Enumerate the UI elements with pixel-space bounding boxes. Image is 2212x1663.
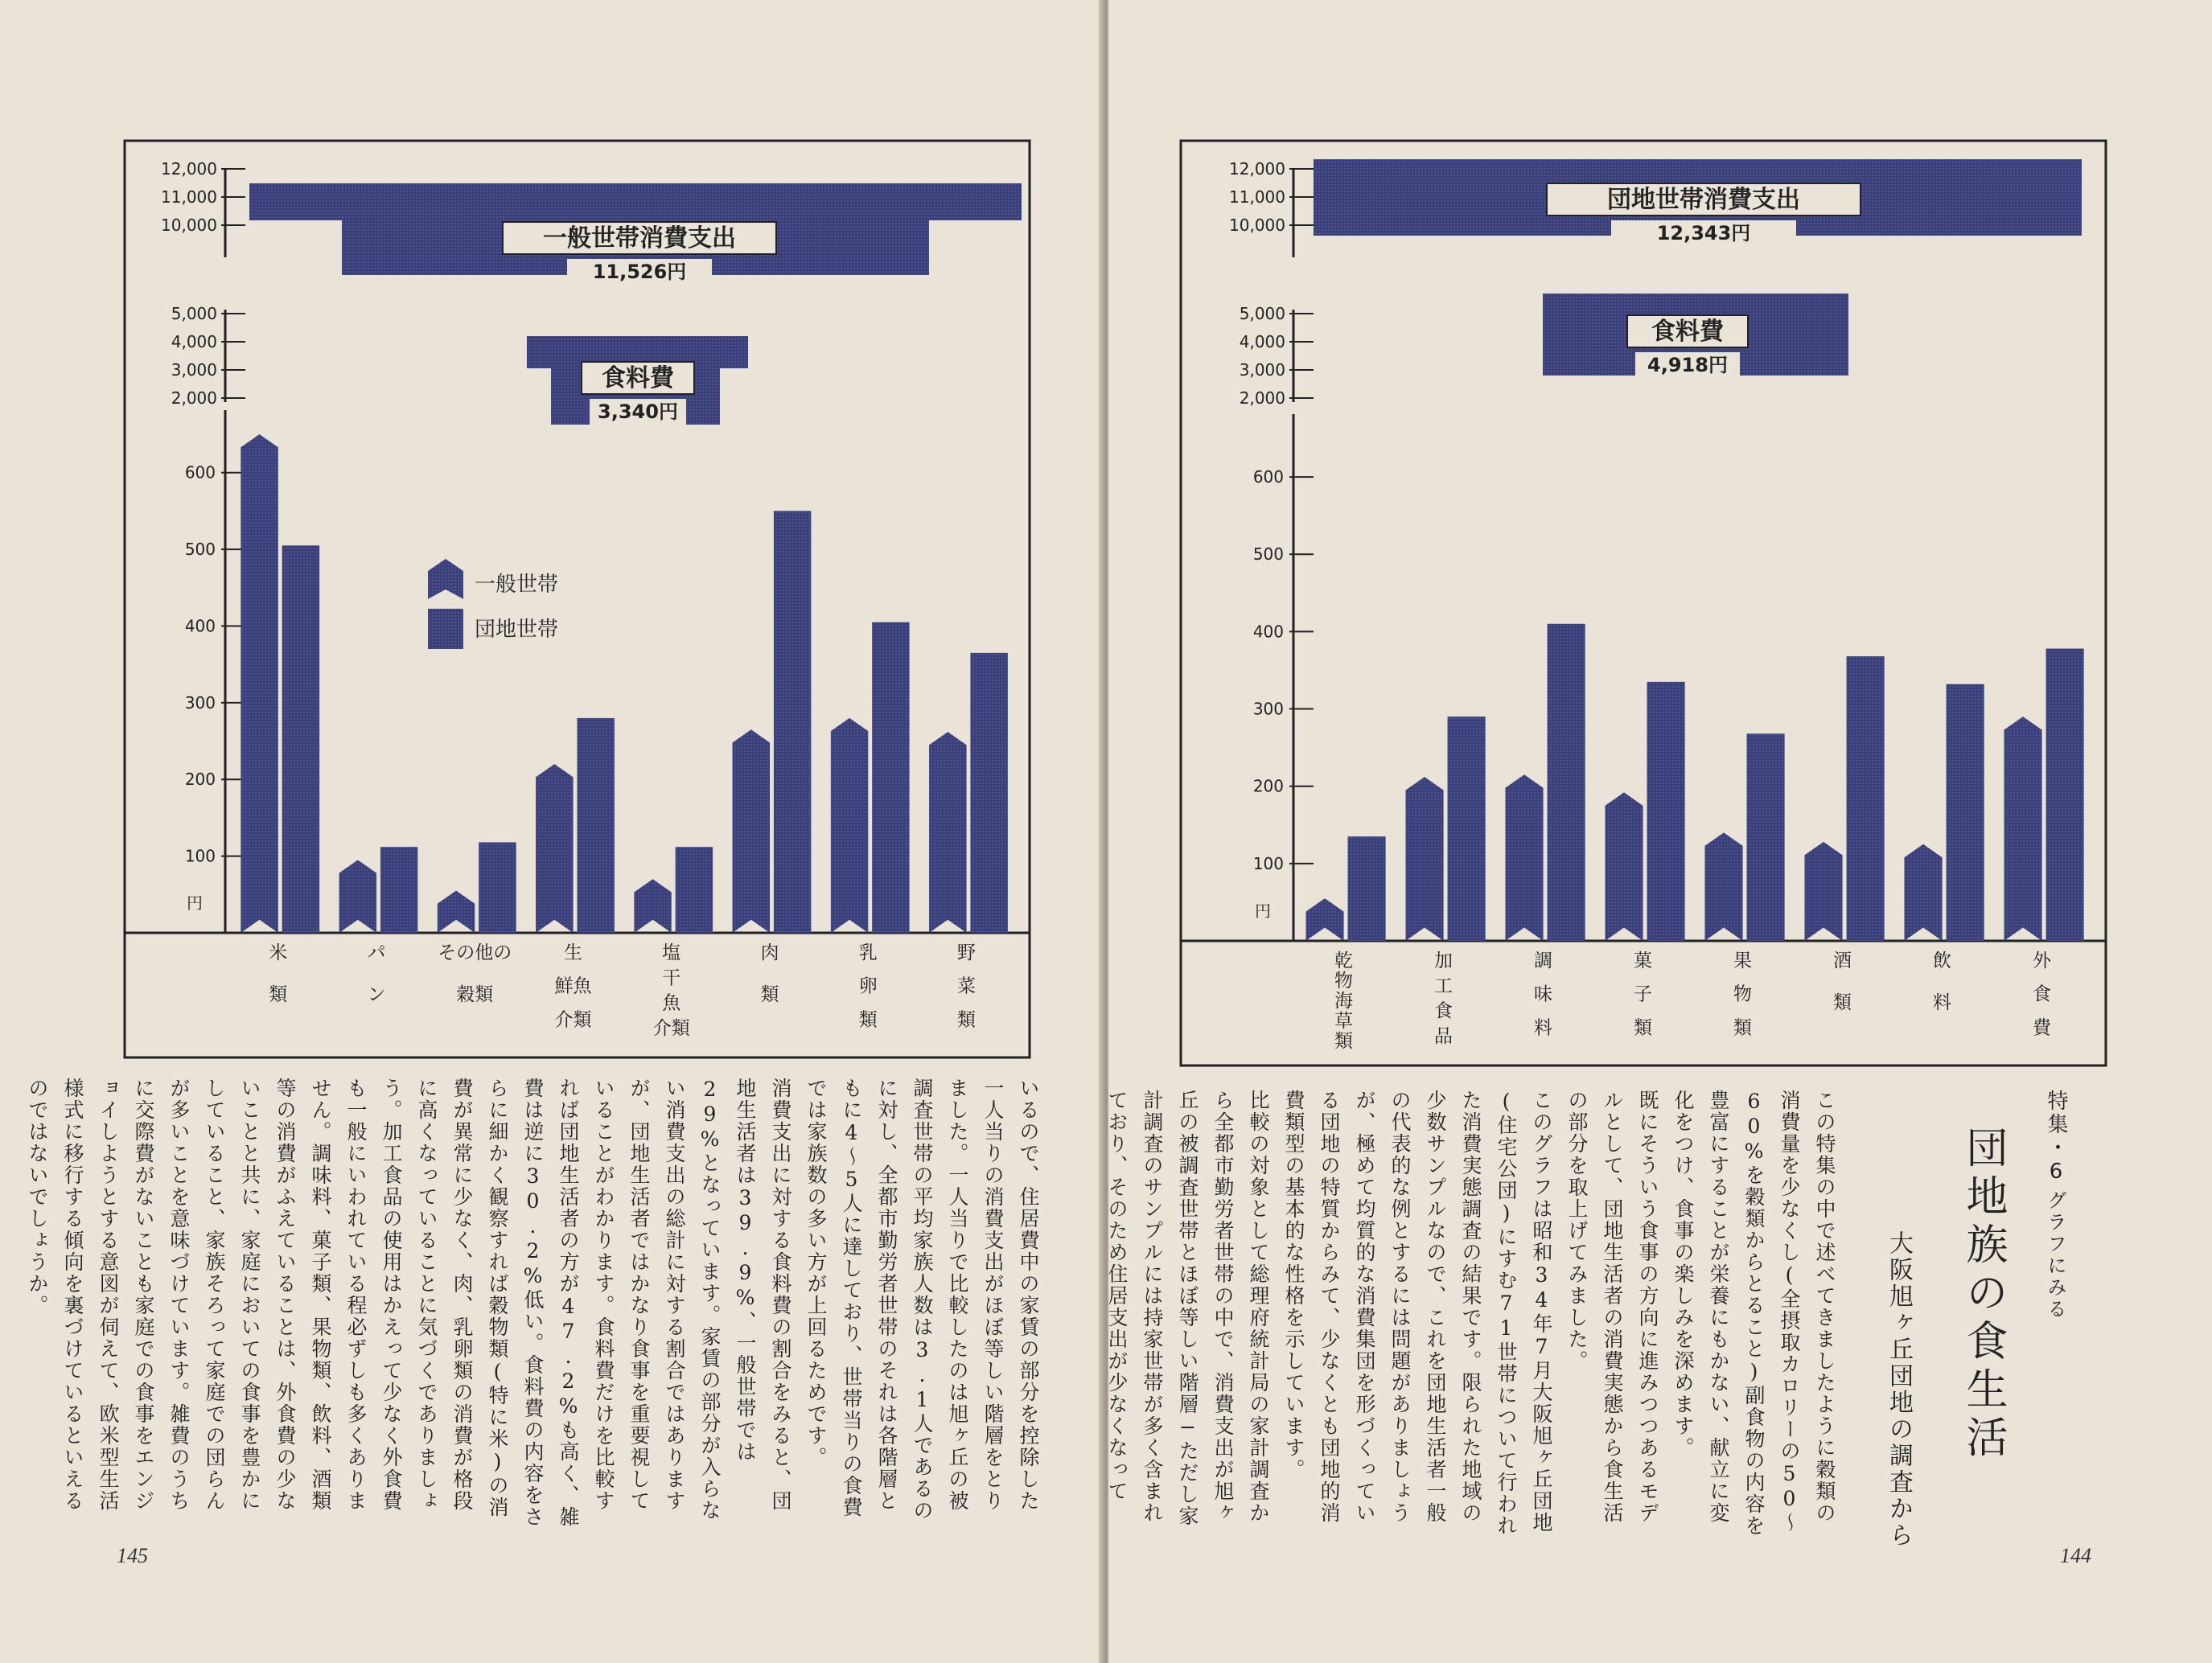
category-label: 塩: [662, 942, 681, 963]
category-label: 類: [760, 984, 779, 1005]
category-label: 介類: [554, 1009, 592, 1031]
lower-tick-label: 300: [184, 692, 216, 712]
upper-tick-label: 12,000: [1229, 159, 1285, 179]
bar-general: [1605, 792, 1643, 941]
lower-tick-label: 600: [1252, 467, 1284, 487]
bar-danchi: [1348, 836, 1386, 941]
upper-tick-label: 3,000: [171, 360, 217, 380]
category-label: 類: [957, 1009, 976, 1031]
category-label: 干: [662, 967, 681, 989]
category-label: 加: [1434, 951, 1453, 971]
category-label: 卵: [858, 975, 878, 997]
category-label: パ: [367, 942, 386, 963]
food-banner-title: 食料費: [602, 364, 674, 392]
bar-general: [1505, 774, 1543, 941]
bar-general: [634, 879, 671, 933]
chart-svg-0: [0, 0, 1104, 1078]
bar-general: [339, 860, 376, 933]
category-label: 果: [1733, 951, 1753, 971]
unit-label: 円: [187, 893, 203, 913]
category-label: 菓: [1634, 951, 1653, 971]
category-label: 米: [269, 942, 288, 963]
category-label: 類: [1334, 1031, 1354, 1052]
category-label: 調: [1534, 951, 1553, 971]
category-label: 類: [269, 984, 288, 1005]
title-subtitle: グラフにみる: [2044, 1190, 2066, 1320]
category-label: 味: [1534, 983, 1553, 1005]
bar-general: [1405, 777, 1443, 941]
category-label: 乾: [1334, 951, 1354, 971]
left-body-text: いるので、住居費中の家賃の部分を控除した一人当りの消費支出がほぼ等しい階層をとりました。一人当りで比較したのは旭ヶ丘の被調査世帯の平均家族人数は3.1人であるのに対し、全都市勤労者世帯のそれは各階層ともに4〜5人に達しており、世帯当りの食費では家族数の多い方が上回るためです。 消費支出に対する食料費の割合をみると、団地生活者は39.9%、一般世帯では29%となっています。家賃の部分が入らない消費支出の総計に対する割合ではありますが、団地生活者ではかなり食事を重要視していることがわかります。食料費だけを比較すれば団地生活者の方が47.2%も高く、雑費は逆に30.2%低い。食料費の内容をさらに細かく観察すれば穀物類(特に米)の消費が異常に少なく、肉、乳卵類の消費が格段に高くなっていることに気づくでありましょう。加工食品の使用はかえって少なく外食費も一般にいわれている程必ずしも多くありません。調味料、菓子類、果物類、飲料、酒類等の消費がふえていることは、外食費の少ないことと共に、家庭においての食事を豊かにしていること、家族そろって家庭での団らんが多いことを意味づけています。雑費のうちに交際費がないことも家庭での食事をエンジョイしようとする意図が伺えて、欧米型生活様式に移行する傾向を裏づけているといえるのではないでしょうか。: [26, 1078, 1040, 1528]
right-body-text: この特集の中で述べてきましたように穀類の消費量を少なくし(全摂取カロリーの50〜60%を穀類からとること)副食物の内容を豊富にすることが栄養にもかない、献立に変化をつけ、食事の楽しみを深めます。 既にそういう食事の方向に進みつつあるモデルとして、団地生活者の消費実態から食生活の部分を取上げてみました。 このグラフは昭和34年7月大阪旭ヶ丘団地(住宅公団)にすむ71世帯について行われた消費実態調査の結果です。限られた地域の少数サンプルなので、これを団地生活者一般の代表的な例とするには問題がありましょうが、極めて均質的な消費集団を形づくっている団地の特質からみて、少なくとも団地的消費類型の基本的な性格を示しています。 比較の対象として総理府統計局の家計調査から全都市勤労者世帯の中で、消費支出が旭ヶ丘の被調査世帯とほぼ等しい階層−ただし家計調査のサンプルには持家世帯が多く含まれており、そのため住居支出が少なくなって: [1105, 1090, 1836, 1537]
category-label: 介類: [652, 1017, 690, 1039]
upper-tick-label: 11,000: [161, 187, 217, 207]
bar-general: [831, 718, 868, 933]
bar-danchi: [872, 622, 909, 933]
legend-label-danchi: 団地世帯: [475, 618, 559, 642]
category-label: 鮮魚: [554, 975, 592, 997]
bar-danchi: [577, 718, 614, 933]
lower-tick-label: 400: [1252, 622, 1284, 642]
upper-tick-label: 3,000: [1239, 360, 1285, 380]
article-lead: 大阪旭ヶ丘団地の調査から: [1885, 1230, 1913, 1549]
category-label: 類: [858, 1009, 878, 1031]
lower-tick-label: 100: [1252, 853, 1284, 873]
category-label: 生: [564, 942, 583, 963]
category-label: ン: [367, 984, 386, 1005]
category-label: 物: [1733, 983, 1753, 1005]
bar-danchi: [1747, 733, 1785, 941]
category-label: 穀類: [456, 984, 494, 1005]
bar-general: [929, 732, 966, 933]
total-banner: [249, 183, 1022, 220]
food-banner-title: 食料費: [1651, 318, 1724, 346]
food-banner-value: 3,340円: [598, 400, 678, 423]
left-page: [0, 0, 1104, 1663]
right-page: [1105, 0, 2212, 1663]
bar-general: [1305, 898, 1343, 941]
category-label: 海: [1334, 991, 1354, 1012]
upper-tick-label: 12,000: [161, 159, 217, 179]
lower-tick-label: 500: [184, 540, 216, 560]
bar-general: [241, 434, 278, 933]
category-label: 飲: [1933, 951, 1952, 971]
bar-danchi: [2046, 649, 2084, 941]
category-label: 野: [957, 942, 976, 963]
lower-tick-label: 200: [184, 770, 216, 790]
category-label: 菜: [957, 975, 976, 997]
bar-danchi: [282, 545, 319, 933]
left-chart: [0, 0, 1104, 1078]
bar-danchi: [970, 653, 1007, 933]
left-page-number: 145: [117, 1544, 148, 1567]
upper-tick-label: 5,000: [1239, 304, 1285, 323]
category-label: 類: [1733, 1017, 1753, 1039]
legend-label-general: 一般世帯: [475, 573, 559, 597]
lower-tick-label: 500: [1252, 544, 1284, 565]
upper-tick-label: 10,000: [1229, 216, 1285, 235]
total-banner-title: 団地世帯消費支出: [1607, 186, 1800, 214]
bar-general: [438, 891, 475, 933]
category-label: 子: [1634, 983, 1653, 1005]
bar-general: [536, 764, 573, 933]
category-label: 肉: [760, 942, 779, 963]
category-label: 物: [1334, 971, 1354, 992]
category-label: 乳: [858, 942, 878, 963]
category-label: 酒: [1833, 951, 1852, 971]
category-label: 料: [1534, 1017, 1553, 1039]
food-banner-value: 4,918円: [1647, 354, 1728, 376]
series-tag: 特集・6: [2044, 1090, 2068, 1186]
legend-swatch-danchi: [428, 609, 463, 649]
bar-danchi: [479, 842, 516, 933]
category-label: その他の: [438, 942, 512, 963]
category-label: 食: [2033, 983, 2052, 1005]
upper-tick-label: 2,000: [1239, 388, 1285, 408]
upper-tick-label: 11,000: [1229, 187, 1285, 207]
category-label: 外: [2033, 951, 2052, 971]
total-banner-value: 11,526円: [592, 261, 687, 283]
upper-tick-label: 10,000: [161, 216, 217, 235]
category-label: 費: [2033, 1017, 2052, 1039]
category-label: 類: [1634, 1017, 1653, 1039]
bar-danchi: [380, 847, 417, 933]
bar-general: [1804, 842, 1842, 941]
upper-tick-label: 4,000: [1239, 332, 1285, 351]
bar-danchi: [1947, 684, 1984, 941]
right-chart: [1108, 0, 2212, 1078]
bar-danchi: [676, 847, 713, 933]
category-label: 食: [1434, 1000, 1453, 1022]
bar-general: [2004, 717, 2041, 941]
bar-general: [1904, 844, 1942, 941]
chart-svg-1: [1108, 0, 2212, 1078]
unit-label: 円: [1255, 901, 1271, 921]
upper-tick-label: 4,000: [171, 332, 217, 351]
lower-tick-label: 600: [184, 462, 216, 482]
category-label: 草: [1334, 1011, 1354, 1032]
bar-danchi: [774, 511, 811, 933]
bar-danchi: [1548, 624, 1585, 941]
category-label: 料: [1933, 992, 1952, 1013]
category-label: 工: [1434, 975, 1453, 997]
legend-swatch-general: [428, 559, 463, 599]
lower-tick-label: 400: [184, 616, 216, 636]
total-banner-title: 一般世帯消費支出: [543, 224, 736, 253]
right-page-number: 144: [2060, 1544, 2091, 1567]
article-title: 団地族の食生活: [1959, 1126, 2007, 1464]
upper-tick-label: 2,000: [171, 388, 217, 408]
bar-danchi: [1847, 656, 1885, 941]
total-banner-value: 12,343円: [1656, 222, 1751, 244]
category-label: 類: [1833, 992, 1852, 1013]
lower-tick-label: 300: [1252, 699, 1284, 719]
category-label: 魚: [662, 992, 681, 1014]
lower-tick-label: 100: [184, 846, 216, 866]
bar-general: [733, 729, 770, 933]
lower-tick-label: 200: [1252, 776, 1284, 796]
bar-general: [1704, 832, 1742, 941]
bar-danchi: [1448, 717, 1486, 941]
bar-danchi: [1647, 682, 1685, 941]
category-label: 品: [1434, 1025, 1453, 1047]
upper-tick-label: 5,000: [171, 304, 217, 323]
